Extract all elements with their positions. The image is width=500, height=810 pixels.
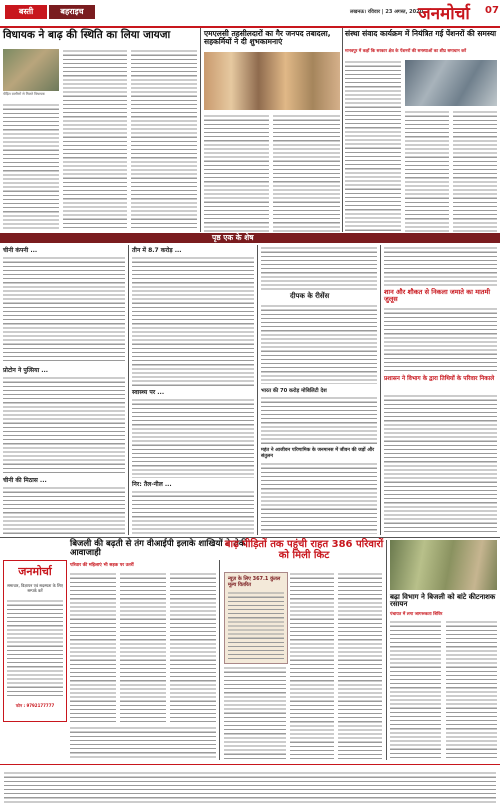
section-tab-basti xyxy=(5,5,47,19)
story-photo-mla xyxy=(3,49,59,91)
story-body-text xyxy=(345,60,401,232)
story-body-text xyxy=(120,572,166,722)
story-body-text xyxy=(384,307,497,373)
section-divider xyxy=(0,537,500,538)
headline-pensioners-sub: मानवपुर में कहाँ कि सरकार क्षेत्र के पेंशनरों की समस्याओं का शीघ्र समाधान करें xyxy=(345,48,467,53)
story-body-text xyxy=(261,396,377,446)
story-body-text xyxy=(453,110,497,232)
headline-mla-flood: विधायक ने बाढ़ की स्थिति का लिया जायजा xyxy=(3,29,171,41)
headline-transfer: एमएलसी तहसीलदारों का गैर जनपद तबादला, सहकर्मियों ने दी शुभकामनाएं xyxy=(204,29,331,46)
ad-text: समाचार, विज्ञापन एवं सदस्यता के लिए सम्पर्क करें xyxy=(7,583,63,593)
story-photo-meeting xyxy=(405,60,497,106)
ad-box xyxy=(3,560,67,722)
story-body-text xyxy=(384,394,497,534)
story-body-text xyxy=(273,114,340,232)
story-body-text xyxy=(204,114,269,232)
cont-subtitle: प्रोटोन ने पुत्सिया ... xyxy=(3,367,49,374)
side-box-text xyxy=(228,591,284,659)
footer-text xyxy=(4,771,496,805)
masthead-brand: जनमोर्चा xyxy=(418,4,470,24)
footer-strip xyxy=(0,764,500,810)
story-body-text xyxy=(131,49,197,231)
cont-subtitle: स्वास्थ्य पर ... xyxy=(132,389,165,396)
story-body-text xyxy=(261,246,377,290)
column-divider xyxy=(342,28,343,232)
story-body-text xyxy=(170,572,216,722)
headline-pesticide: बढ़ा विभाग ने बिजली को बांटे कीटनाशक रसायन xyxy=(390,593,496,609)
cont-subtitle: महंत ने आजीवन परिणामिक के जनमानस में जीवन की जड़ों और संतुलन xyxy=(261,448,375,459)
page-number: 07 xyxy=(485,5,499,16)
column-divider xyxy=(257,245,258,535)
headline-electricity-sub: परिवार की महिलाएं भी सड़क पर उतरीं xyxy=(70,563,134,568)
cont-title: चीनी कंपनी ... xyxy=(3,247,38,254)
story-body-text xyxy=(261,462,377,534)
cont-title: शान और शौकत से निकला जमाते का मातमी जुलूस xyxy=(384,288,491,303)
cont-title: तीन में 8.7 करोड़ ... xyxy=(132,247,182,254)
ad-brand: जनमोर्चा xyxy=(18,565,52,578)
cont-title: दीपक के रीसेंस xyxy=(290,292,330,300)
story-body-text xyxy=(384,246,497,286)
section-label: बस्ती xyxy=(18,7,34,16)
headline-relief: बाढ़ पीड़ितों तक पहुंची राहत 386 परिवारों को मिली किट xyxy=(224,539,384,561)
column-divider xyxy=(380,245,381,535)
story-body-text xyxy=(3,256,125,364)
story-body-text xyxy=(405,110,449,232)
story-body-text xyxy=(70,572,116,722)
story-body-text xyxy=(3,103,59,231)
column-divider xyxy=(386,540,387,760)
cont-subtitle: चीनी की मिठास ... xyxy=(3,477,47,484)
story-body-text xyxy=(338,572,382,760)
banner-label: पृष्ठ एक के शेष xyxy=(212,233,254,242)
story-photo-group xyxy=(204,52,340,110)
cont-subtitle: प्रशासन ने विभाग के द्वारा तिथियों के परिवार निकाले xyxy=(384,376,495,382)
story-body-text xyxy=(70,726,216,760)
story-body-text xyxy=(261,304,377,384)
story-body-text xyxy=(224,666,286,760)
masthead-date: लखनऊ। रविवार | 23 अगस्त, 2020 xyxy=(350,9,424,15)
ad-phone: फोन : 9792177777 xyxy=(15,703,55,708)
headline-pesticide-sub: पंचायत में लगा जागरूकता शिविर xyxy=(390,612,443,617)
column-divider xyxy=(128,245,129,535)
column-divider xyxy=(219,560,220,760)
story-body-text xyxy=(446,620,497,760)
photo-caption: पीड़ित ग्रामीणों से मिलते विधायक xyxy=(3,92,45,96)
story-body-text xyxy=(63,49,127,231)
story-body-text xyxy=(132,490,254,534)
section-tab-bahraich xyxy=(49,5,95,19)
story-body-text xyxy=(132,398,254,478)
column-divider xyxy=(200,28,201,232)
cont-subtitle: निर: तैल-नील ... xyxy=(132,481,172,488)
continued-banner xyxy=(0,233,500,243)
headline-electricity: बिजली की बढ़ती से तंग वीआईपी इलाके शाखियों ने रोकी आवाजाही xyxy=(70,539,248,558)
section-label: बहराइच xyxy=(60,7,84,16)
story-body-text xyxy=(290,572,334,760)
story-body-text xyxy=(132,256,254,386)
masthead xyxy=(0,0,500,28)
story-photo-farmers xyxy=(390,540,497,590)
cont-subtitle: भारत की 70 करोड़ मोबिलिटी देश xyxy=(261,388,327,394)
story-body-text xyxy=(390,620,441,760)
story-body-text xyxy=(3,376,125,474)
side-box xyxy=(224,572,288,664)
ad-body-text xyxy=(7,599,63,699)
story-body-text xyxy=(3,486,125,534)
side-box-title: न्यूज़ के लिए 367.1 कुंतल मूल्य वितरित xyxy=(228,576,281,588)
headline-pensioners: संस्था संवाद कार्यक्रम में नियंत्रित गई पेंशनरों की समस्या xyxy=(345,29,497,38)
